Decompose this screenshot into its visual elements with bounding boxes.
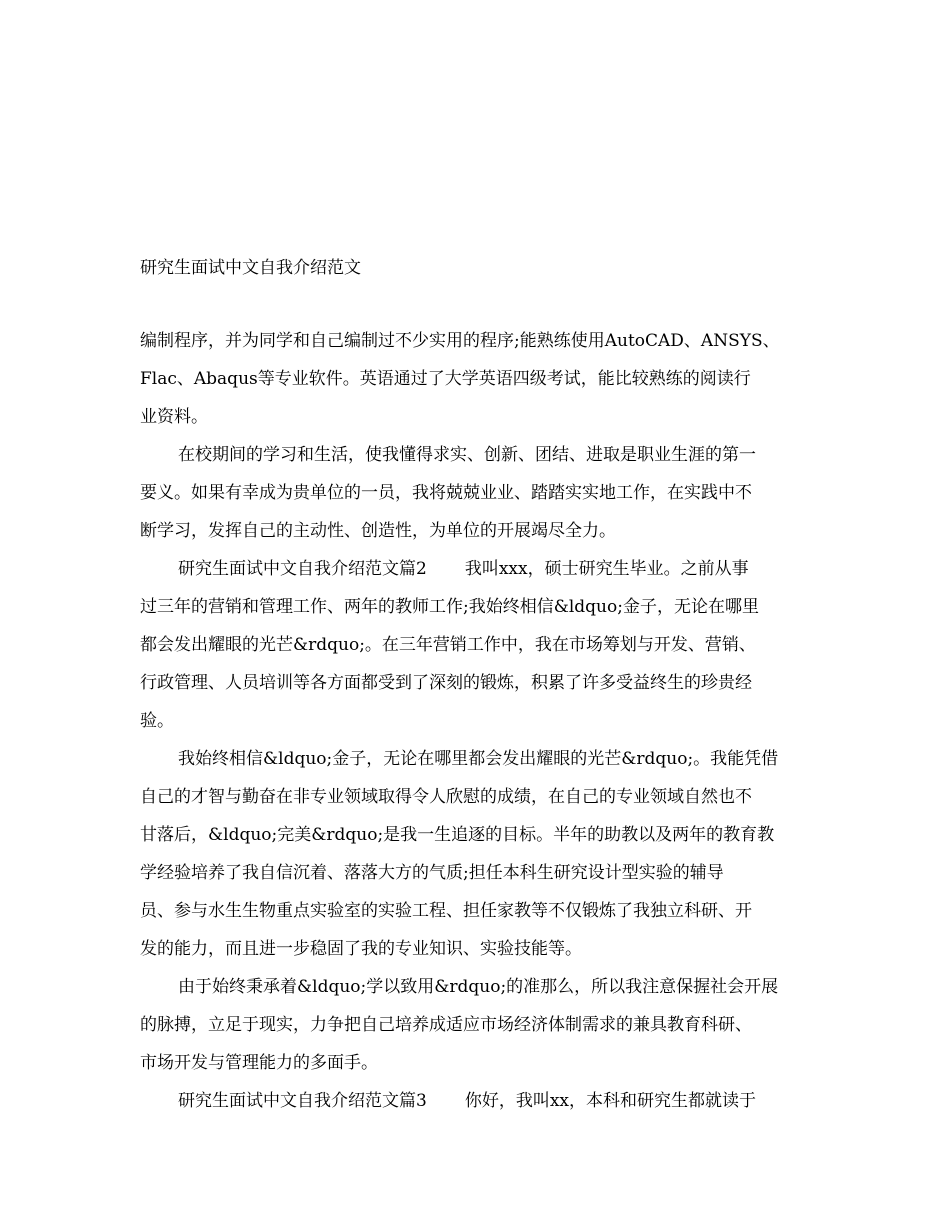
text-line: 学经验培养了我自信沉着、落落大方的气质;担任本科生研究设计型实验的辅导 [140, 863, 724, 883]
text-line: 员、参与水生生物重点实验室的实验工程、担任家教等不仅锻炼了我独立科研、开 [140, 901, 752, 921]
text-line: 业资料。 [140, 407, 208, 427]
text-line: 过三年的营销和管理工作、两年的教师工作;我始终相信&ldquo;金子，无论在哪里 [140, 597, 759, 617]
text-line: 我始终相信&ldquo;金子，无论在哪里都会发出耀眼的光芒&rdquo;。我能凭借 [178, 749, 779, 769]
section-heading: 研究生面试中文自我介绍范文篇3 [178, 1091, 427, 1111]
text-line: 由于始终秉承着&ldquo;学以致用&rdquo;的准那么，所以我注意保握社会开展 [178, 977, 779, 997]
text-line: Flac、Abaqus等专业软件。英语通过了大学英语四级考试，能比较熟练的阅读行 [140, 369, 751, 389]
text-line: 都会发出耀眼的光芒&rdquo;。在三年营销工作中，我在市场筹划与开发、营销、 [140, 635, 756, 655]
text-line: 的脉搏，立足于现实，力争把自己培养成适应市场经济体制需求的兼具教育科研、 [140, 1015, 752, 1035]
text-line: 甘落后，&ldquo;完美&rdquo;是我一生追逐的目标。半年的助教以及两年的教育教 [140, 825, 775, 845]
text-line: 要义。如果有幸成为贵单位的一员，我将兢兢业业、踏踏实实地工作，在实践中不 [140, 483, 752, 503]
document-title: 研究生面试中文自我介绍范文 [140, 258, 361, 278]
section-heading: 研究生面试中文自我介绍范文篇2 [178, 559, 427, 579]
text-line: 在校期间的学习和生活，使我懂得求实、创新、团结、进取是职业生涯的第一 [178, 445, 756, 465]
text-line: 断学习，发挥自己的主动性、创造性，为单位的开展竭尽全力。 [140, 521, 616, 541]
section-heading-line [140, 550, 816, 588]
document-body [140, 322, 816, 1120]
text-line: 行政管理、人员培训等各方面都受到了深刻的锻炼，积累了许多受益终生的珍贵经 [140, 673, 752, 693]
text-line: 发的能力，而且进一步稳固了我的专业知识、实验技能等。 [140, 939, 582, 959]
section-heading-line [140, 1082, 816, 1120]
text-line: 编制程序，并为同学和自己编制过不少实用的程序;能熟练使用AutoCAD、ANSYS、 [140, 331, 780, 351]
text-line: 市场开发与管理能力的多面手。 [140, 1053, 378, 1073]
text-line: 自己的才智与勤奋在非专业领域取得令人欣慰的成绩，在自己的专业领域自然也不 [140, 787, 752, 807]
text-segment: 你好，我叫xx，本科和研究生都就读于 [464, 1091, 757, 1111]
text-line: 验。 [140, 711, 174, 731]
text-segment: 我叫xxx，硕士研究生毕业。之前从事 [464, 559, 749, 579]
